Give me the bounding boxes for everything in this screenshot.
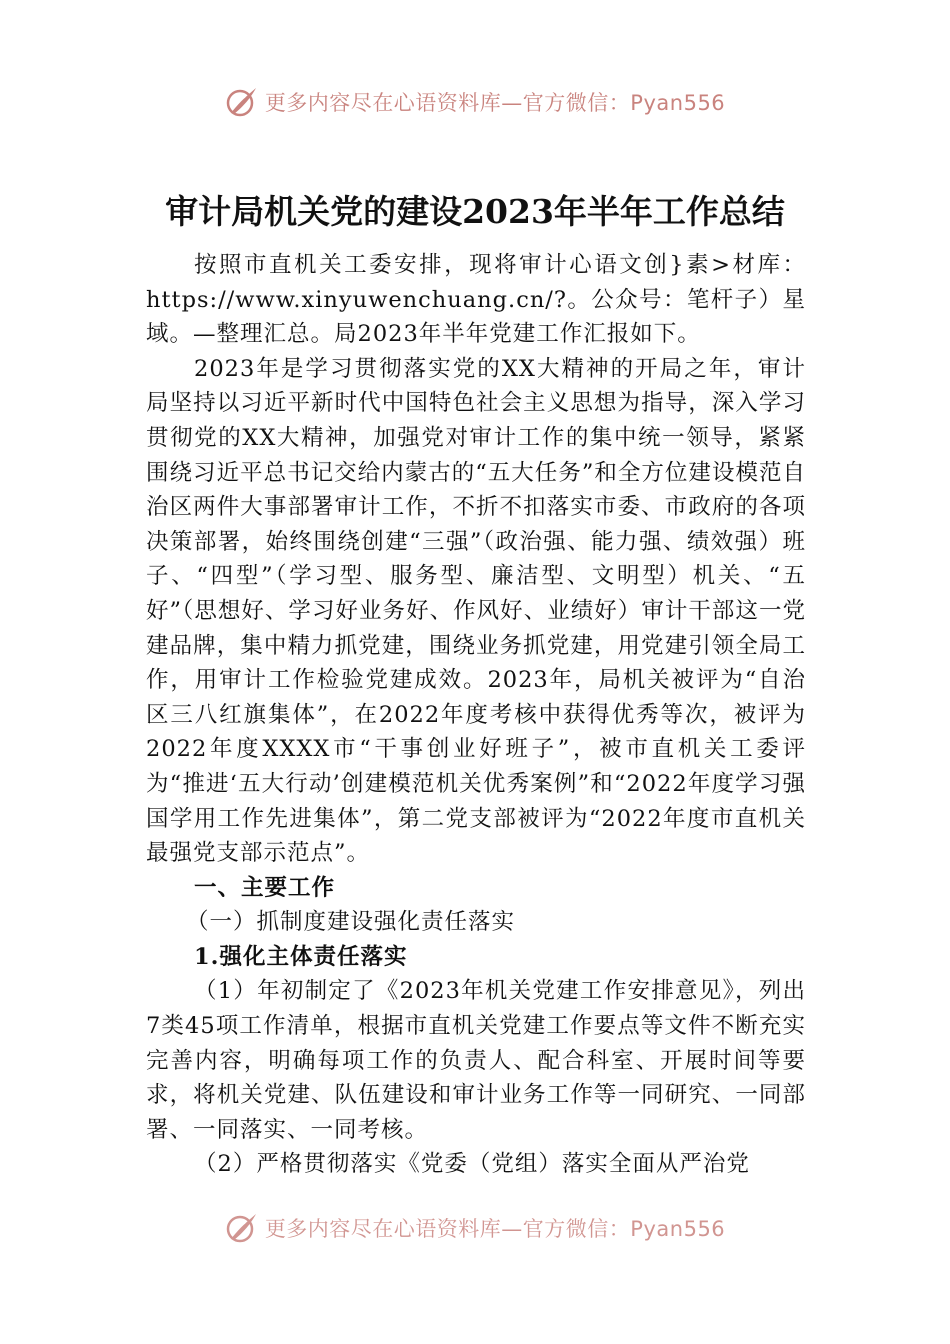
quill-logo-icon: [225, 1211, 259, 1245]
document-body: [146, 248, 806, 1210]
quill-logo-icon: [225, 85, 259, 119]
subsection-heading: （一）抓制度建设强化责任落实: [186, 909, 516, 936]
point-heading: 1.强化主体责任落实: [194, 943, 408, 970]
paragraph-overview: 2023年是学习贯彻落实党的XX大精神的开局之年，审计局坚持以习近平新时代中国特色社会主义思想为指导，深入学习贯彻党的XX大精神，加强党对审计工作的集中统一领导，紧紧围绕习近平总书记交给内蒙古的“五大任务”和全方位建设模范自治区两件大事部署审计工作，不折不扣落实市委、市政府的各项决策部署，始终围绕创建“三强”（政治强、能力强、绩效强）班子、“四型”（学习型、服务型、廉洁型、文明型）机关、“五好”（思想好、学习好业务好、作风好、业绩好）审计干部这一党建品牌，集中精力抓党建，围绕业务抓党建，用党建引领全局工作，用审计工作检验党建成效。2023年，局机关被评为“自治区三八红旗集体”，在2022年度考核中获得优秀等次，被评为2022年度XXXX市“干事创业好班子”，被市直机关工委评为“推进‘五大行动’创建模范机关优秀案例”和“2022年度学习强国学用工作先进集体”，第二党支部被评为“2022年度市直机关最强党支部示范点”。: [146, 355, 806, 867]
document-title: 审计局机关党的建设2023年半年工作总结: [165, 192, 785, 231]
list-item: （2）严格贯彻落实《党委（党组）落实全面从严治党: [194, 1151, 750, 1178]
list-item: （1）年初制定了《2023年机关党建工作安排意见》，列出7类45项工作清单，根据市直机关党建工作要点等文件不断充实完善内容，明确每项工作的负责人、配合科室、开展时间等要求，将机关党建、队伍建设和审计业务工作等一同研究、一同部署、一同落实、一同考核。: [146, 978, 806, 1143]
watermark-header: [0, 80, 950, 124]
paragraph-intro: 按照市直机关工委安排，现将审计心语文创}素>材库：https://www.xinyuwenchuang.cn/?。公众号：笔杆子）星域。—整理汇总。局2023年半年党建工作汇报如下。: [146, 252, 806, 348]
section-heading: 一、主要工作: [194, 874, 336, 901]
watermark-footer: [0, 1206, 950, 1250]
watermark-text: 更多内容尽在心语资料库—官方微信：Pyan556: [264, 1217, 726, 1241]
watermark-text: 更多内容尽在心语资料库—官方微信：Pyan556: [264, 91, 726, 115]
